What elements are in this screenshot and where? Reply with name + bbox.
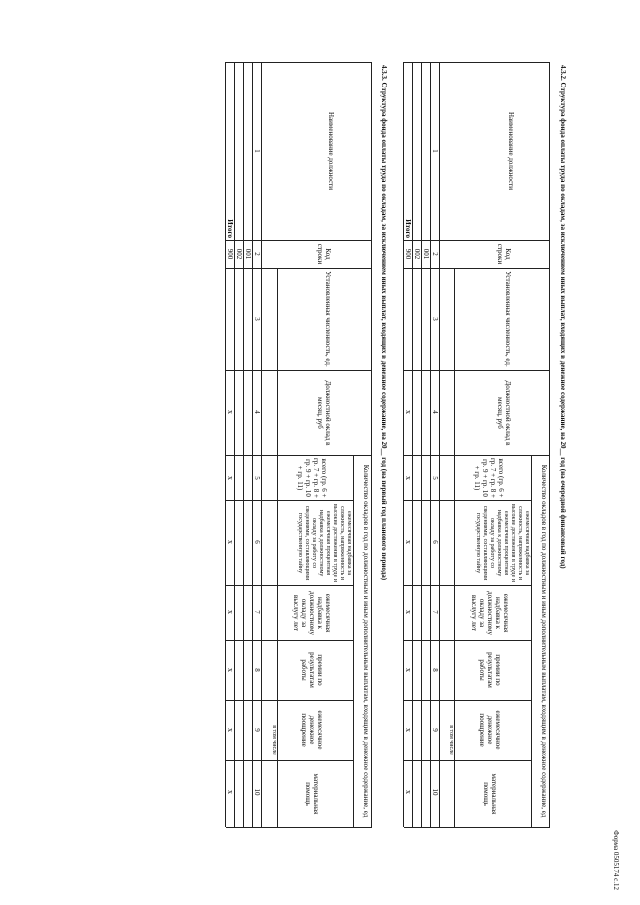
- col-num: 3: [253, 317, 261, 321]
- section-432-heading: 4.3.2. Структура фонда оплаты труда по окладам, за исключением иных выплат, входящих в денежное содержание, на 20__ год (на очередной финансовый год): [559, 65, 567, 569]
- header-col-6: ежемесячная надбавка за сложность, напряженность и высокие достижения в труде и ежемесячная процентная надбавка к должностному окладу за работу со сведениями, составляющими государственную тайну: [475, 504, 530, 582]
- col-num: 2: [431, 252, 439, 256]
- x-mark: x: [226, 790, 235, 794]
- col-num: 6: [253, 540, 261, 544]
- x-mark: x: [404, 668, 413, 672]
- header-position-name: Наименование должности: [327, 112, 335, 190]
- col-num: 10: [253, 788, 261, 796]
- header-col-8: премии по результатам работы: [478, 652, 502, 688]
- x-mark: x: [404, 728, 413, 732]
- col-num: 3: [431, 317, 439, 321]
- header-position-name: Наименование должности: [507, 112, 515, 190]
- x-mark: x: [226, 540, 235, 544]
- total-code: 900: [226, 248, 234, 260]
- header-col-6: ежемесячная надбавка за сложность, напряженность и высокие достижения в труде и ежемесячная процентная надбавка к должностному окладу за работу со сведениями, составляющими государственную тайну: [297, 504, 352, 582]
- header-quantity: Количество окладов в год по должностным и иным дополнительным выплатам, входящим в денежное содержание, ед: [362, 464, 370, 818]
- col-num: 9: [253, 728, 261, 732]
- col-num: 10: [431, 788, 439, 796]
- x-mark: x: [404, 790, 413, 794]
- row-code: 001: [244, 248, 252, 260]
- header-including: в том числе: [448, 725, 454, 755]
- total-code: 900: [404, 248, 412, 260]
- col-num: 7: [253, 610, 261, 614]
- x-mark: x: [404, 540, 413, 544]
- header-staff-count: Установленная численность, ед.: [504, 271, 512, 367]
- row-code: 002: [413, 248, 421, 260]
- col-num: 5: [253, 476, 261, 480]
- col-num: 7: [431, 610, 439, 614]
- header-col-8: премии по результатам работы: [300, 652, 324, 688]
- col-num: 1: [431, 149, 439, 153]
- header-col-9: ежемесячное денежное поощрение: [300, 710, 324, 750]
- header-monthly-salary: Должностной оклад в месяц, руб: [496, 380, 512, 446]
- col-num: 9: [431, 728, 439, 732]
- row-code: 001: [422, 248, 430, 260]
- section-433-heading: 4.3.3. Структура фонда оплаты труда по окладам, за исключением иных выплат, входящих в денежное содержание, на 20__ год (на первый год планового периода): [380, 65, 388, 581]
- header-col-9: ежемесячное денежное поощрение: [478, 710, 502, 750]
- x-mark: x: [226, 476, 235, 480]
- header-col-7: ежемесячная надбавка к должностному окладу за выслугу лет: [470, 591, 510, 635]
- x-mark: x: [404, 410, 413, 414]
- col-num: 1: [253, 149, 261, 153]
- header-staff-count: Установленная численность, ед.: [324, 271, 332, 367]
- col-num: 6: [431, 540, 439, 544]
- col-num: 5: [431, 476, 439, 480]
- col-num: 8: [253, 668, 261, 672]
- total-label: Итого: [226, 219, 234, 238]
- header-total: всего (гр. 6 + гр. 7 + гр. 8 + гр. 9 + гр. 10 + гр. 11): [473, 458, 505, 498]
- row-code: 002: [235, 248, 243, 260]
- header-quantity: Количество окладов в год по должностным и иным дополнительным выплатам, входящим в денежное содержание, ед: [540, 464, 548, 818]
- header-monthly-salary: Должностной оклад в месяц, руб: [316, 380, 332, 446]
- header-col-10: материальная помощь: [304, 773, 320, 815]
- total-label: Итого: [404, 219, 412, 238]
- form-code: Форма 0505174 с.12: [612, 830, 620, 890]
- col-num: 2: [253, 252, 261, 256]
- header-line-code: Код строки: [316, 243, 332, 265]
- col-num: 8: [431, 668, 439, 672]
- x-mark: x: [226, 728, 235, 732]
- x-mark: x: [404, 476, 413, 480]
- col-num: 4: [253, 410, 261, 414]
- header-line-code: Код строки: [496, 243, 512, 265]
- header-total: всего (гр. 6 + гр. 7 + гр. 8 + гр. 9 + гр. 10 + гр. 11): [296, 458, 328, 498]
- x-mark: x: [404, 610, 413, 614]
- x-mark: x: [226, 610, 235, 614]
- x-mark: x: [226, 668, 235, 672]
- header-col-7: ежемесячная надбавка к должностному окладу за выслугу лет: [292, 591, 332, 635]
- x-mark: x: [226, 410, 235, 414]
- header-including: в том числе: [271, 725, 277, 755]
- header-col-10: материальная помощь: [482, 773, 498, 815]
- col-num: 4: [431, 410, 439, 414]
